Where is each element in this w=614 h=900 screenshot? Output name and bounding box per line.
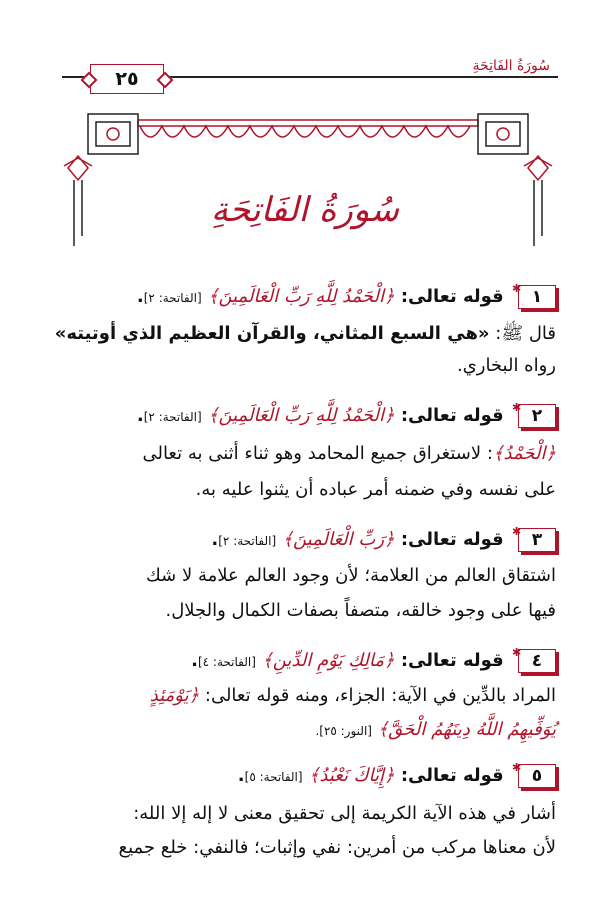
- section-2-line-1: ﴿الْحَمْدُ﴾: لاستغراق جميع المحامد وهو ثناء أثنى به تعالى: [142, 443, 556, 464]
- section-3-heading: ✱ ٣ قوله تعالى: ﴿رَبِّ الْعَالَمِينَ﴾ [الفاتحة: ٢].: [56, 526, 556, 555]
- section-2-heading: ✱ ٢ قوله تعالى: ﴿الْحَمْدُ لِلَّهِ رَبِّ الْعَالَمِينَ﴾ [الفاتحة: ٢].: [56, 402, 556, 431]
- page-number: [90, 64, 164, 94]
- section-number-box: ✱ ٥: [518, 764, 556, 788]
- running-title: سُورَةُ الفَاتِحَةِ: [469, 58, 554, 74]
- surah-title: سُورَةُ الفَاتِحَةِ: [210, 190, 400, 230]
- section-1-heading: ✱ ١ قوله تعالى: ﴿الْحَمْدُ لِلَّهِ رَبِّ الْعَالَمِينَ﴾ [الفاتحة: ٢].: [56, 283, 556, 312]
- section-4-line-1: المراد بالدِّين في الآية: الجزاء، ومنه قوله تعالى: ﴿يَوْمَئِذٍ: [149, 685, 556, 706]
- section-4-heading: ✱ ٤ قوله تعالى: ﴿مَالِكِ يَوْمِ الدِّينِ﴾ [الفاتحة: ٤].: [56, 647, 556, 676]
- section-2-line-2: على نفسه وفي ضمنه أمر عباده أن يثنوا عليه به.: [195, 479, 556, 500]
- section-5-line-1: أشار في هذه الآية الكريمة إلى تحقيق معنى لا إله إلا الله:: [133, 803, 556, 824]
- ornamental-frame: [60, 96, 556, 256]
- section-5-line-2: لأن معناها مركب من أمرين: نفي وإثبات؛ فالنفي: خلع جميع: [118, 837, 556, 858]
- page-number-text: ٢٥: [115, 68, 139, 90]
- section-1-line-1: قال ﷺ: «هي السبع المثاني، والقرآن العظيم الذي أوتيته»: [54, 323, 556, 344]
- section-number-box: ✱ ٣: [518, 528, 556, 552]
- section-3-line-1: اشتقاق العالم من العلامة؛ لأن وجود العالم علامة لا شك: [146, 565, 556, 586]
- section-3-line-2: فيها على وجود خالقه، متصفاً بصفات الكمال والجلال.: [165, 600, 556, 621]
- section-5-heading: ✱ ٥ قوله تعالى: ﴿إِيَّاكَ نَعْبُدُ﴾ [الفاتحة: ٥].: [56, 762, 556, 791]
- section-number-box: ✱ ١: [518, 285, 556, 309]
- section-4-line-2: يُوَفِّيهِمُ اللَّهُ دِينَهُمُ الْحَقَّ﴾ [النور: ٢٥].: [315, 719, 556, 740]
- section-number-box: ✱ ٢: [518, 404, 556, 428]
- section-1-line-2: رواه البخاري.: [456, 355, 556, 376]
- section-number-box: ✱ ٤: [518, 649, 556, 673]
